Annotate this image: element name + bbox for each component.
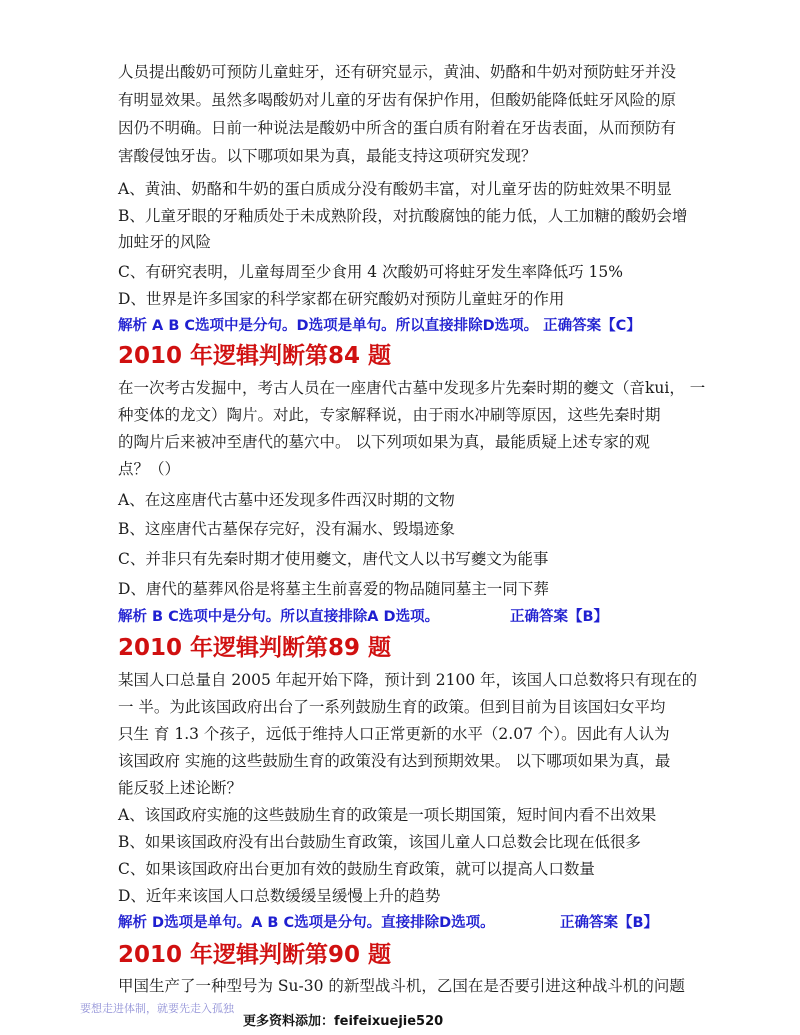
intro-line: 人员提出酸奶可预防儿童蛀牙，还有研究显示，黄油、奶酪和牛奶对预防蛀牙并没 bbox=[118, 63, 677, 81]
option-d: D、唐代的墓葬风俗是将墓主生前喜爱的物品随同墓主一同下葬 bbox=[118, 580, 549, 598]
footer-watermark: 要想走进体制，就要先走入孤独 bbox=[80, 1002, 234, 1015]
question-line: 某国人口总量自 2005 年起开始下降，预计到 2100 年，该国人口总数将只有现在的 bbox=[118, 671, 698, 689]
question-line: 一 半。为此该国政府出台了一系列鼓励生育的政策。但到目前为目该国妇女平均 bbox=[118, 698, 666, 716]
option-b: B、这座唐代古墓保存完好，没有漏水、毁塌迹象 bbox=[118, 520, 455, 538]
correct-answer: 正确答案【B】 bbox=[510, 609, 609, 625]
correct-answer: 正确答案【B】 bbox=[560, 915, 659, 931]
question-heading: 2010 年逻辑判断第84 题 bbox=[118, 343, 392, 369]
question-line: 点？（） bbox=[118, 460, 181, 478]
option-d: D、世界是许多国家的科学家都在研究酸奶对预防儿童蛀牙的作用 bbox=[118, 290, 565, 308]
option-c: C、如果该国政府出台更加有效的鼓励生育政策，就可以提高人口数量 bbox=[118, 860, 595, 878]
question-line: 该国政府 实施的这些鼓励生育的政策没有达到预期效果。 以下哪项如果为真，最 bbox=[118, 752, 671, 770]
option-c: C、并非只有先秦时期才使用夔文，唐代文人以书写夔文为能事 bbox=[118, 550, 549, 568]
option-b: B、如果该国政府没有出台鼓励生育政策，该国儿童人口总数会比现在低很多 bbox=[118, 833, 641, 851]
option-a: A、该国政府实施的这些鼓励生育的政策是一项长期国策，短时间内看不出效果 bbox=[118, 806, 657, 824]
question-heading: 2010 年逻辑判断第90 题 bbox=[118, 942, 392, 968]
question-line: 种变体的龙文）陶片。对此，专家解释说，由于雨水冲刷等原因，这些先秦时期 bbox=[118, 406, 661, 424]
intro-line: 因仍不明确。日前一种说法是酸奶中所含的蛋白质有附着在牙齿表面，从而预防有 bbox=[118, 119, 677, 137]
question-heading: 2010 年逻辑判断第89 题 bbox=[118, 635, 392, 661]
option-b-cont: 加蛀牙的风险 bbox=[118, 233, 212, 251]
option-c: C、有研究表明，儿童每周至少食用 4 次酸奶可将蛀牙发生率降低巧 15% bbox=[118, 263, 623, 281]
intro-line: 害酸侵蚀牙齿。以下哪项如果为真，最能支持这项研究发现？ bbox=[118, 147, 537, 165]
answer-line: 解析 D选项是单句。A B C选项是分句。直接排除D选项。 bbox=[118, 915, 495, 931]
footer-contact: 更多资料添加：feifeixuejie520 bbox=[243, 1014, 444, 1029]
intro-line: 有明显效果。虽然多喝酸奶对儿童的牙齿有保护作用，但酸奶能降低蛀牙风险的原 bbox=[118, 91, 677, 109]
answer-line: 解析 B C选项中是分句。所以直接排除A D选项。 bbox=[118, 609, 440, 625]
question-line: 的陶片后来被冲至唐代的墓穴中。 以下列项如果为真，最能质疑上述专家的观 bbox=[118, 433, 650, 451]
option-b: B、儿童牙眼的牙釉质处于未成熟阶段，对抗酸腐蚀的能力低，人工加糖的酸奶会增 bbox=[118, 207, 688, 225]
option-a: A、黄油、奶酪和牛奶的蛋白质成分没有酸奶丰富，对儿童牙齿的防蛀效果不明显 bbox=[118, 180, 672, 198]
option-a: A、在这座唐代古墓中还发现多件西汉时期的文物 bbox=[118, 491, 455, 509]
question-line: 甲国生产了一种型号为 Su-30 的新型战斗机，乙国在是否要引进这种战斗机的问题 bbox=[118, 977, 685, 995]
option-d: D、近年来该国人口总数缓缓呈缓慢上升的趋势 bbox=[118, 887, 441, 905]
answer-line: 解析 A B C选项中是分句。D选项是单句。所以直接排除D选项。 正确答案【C】 bbox=[118, 318, 641, 334]
question-line: 只生 育 1.3 个孩子，远低于维持人口正常更新的水平（2.07 个）。因此有人认为 bbox=[118, 725, 670, 743]
question-line: 在一次考古发掘中，考古人员在一座唐代古墓中发现多片先秦时期的夔文（音kui， 一 bbox=[118, 379, 706, 397]
question-line: 能反驳上述论断？ bbox=[118, 779, 243, 797]
